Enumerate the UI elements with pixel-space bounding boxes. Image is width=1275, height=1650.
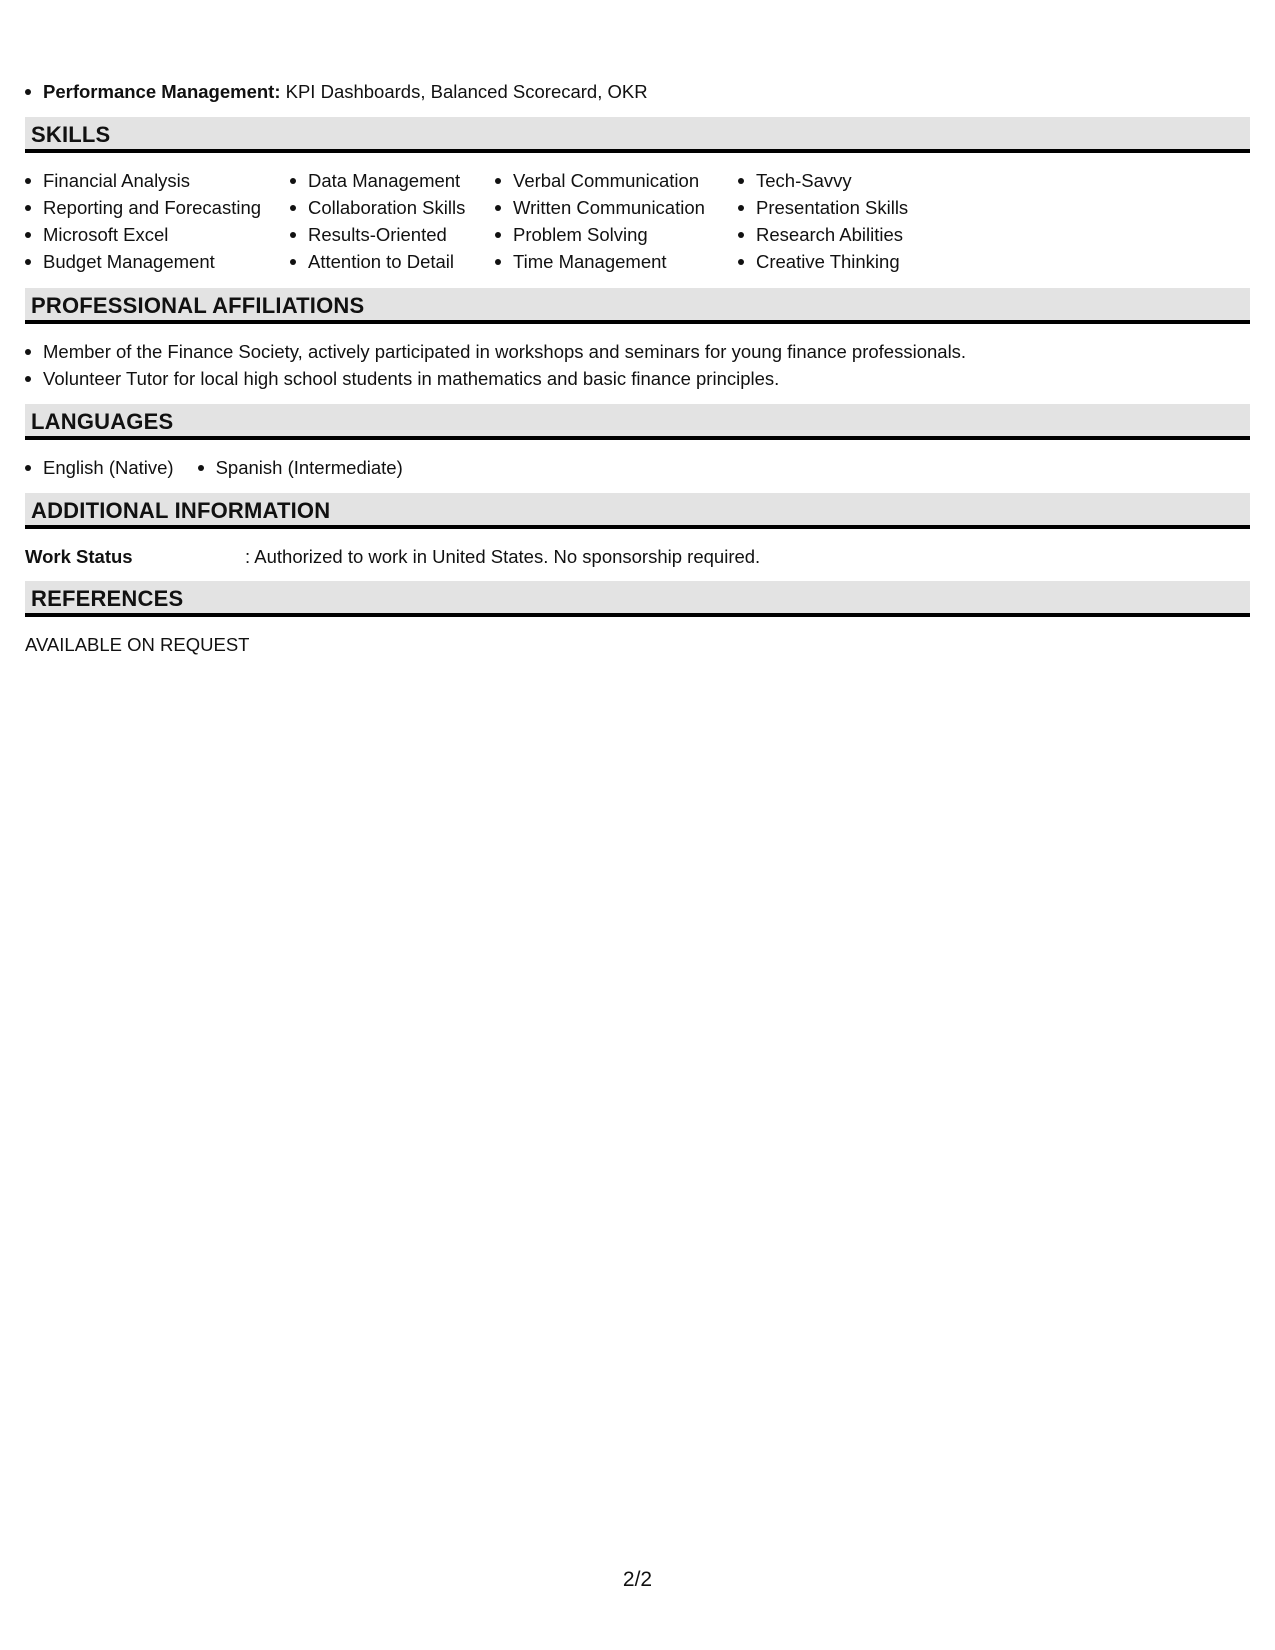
skill-item: Reporting and Forecasting — [25, 194, 261, 221]
skill-item: Results-Oriented — [290, 221, 465, 248]
language-item: English (Native) — [25, 454, 174, 481]
languages-list — [25, 454, 427, 481]
competency-list — [25, 78, 1250, 105]
skill-item: Financial Analysis — [25, 167, 261, 194]
skill-item: Written Communication — [495, 194, 705, 221]
skill-item: Verbal Communication — [495, 167, 705, 194]
skill-item: Time Management — [495, 248, 705, 275]
languages-header — [25, 404, 1250, 440]
competency-item — [25, 78, 1250, 105]
affiliations-title: PROFESSIONAL AFFILIATIONS — [31, 293, 365, 318]
skill-item: Attention to Detail — [290, 248, 465, 275]
skill-item: Research Abilities — [738, 221, 908, 248]
skill-item: Microsoft Excel — [25, 221, 261, 248]
additional-info-title: ADDITIONAL INFORMATION — [31, 498, 331, 523]
page-number: 2/2 — [622, 1568, 653, 1591]
skill-item: Budget Management — [25, 248, 261, 275]
skill-item: Data Management — [290, 167, 465, 194]
language-item: Spanish (Intermediate) — [198, 454, 403, 481]
skills-column-4 — [738, 167, 908, 275]
skill-item: Problem Solving — [495, 221, 705, 248]
affiliations-list — [25, 338, 1250, 392]
skill-item: Creative Thinking — [738, 248, 908, 275]
work-status-label: Work Status — [25, 546, 133, 567]
languages-title: LANGUAGES — [31, 409, 174, 434]
skill-item: Presentation Skills — [738, 194, 908, 221]
skill-item: Collaboration Skills — [290, 194, 465, 221]
references-title: REFERENCES — [31, 586, 184, 611]
work-status-value: : Authorized to work in United States. No sponsorship required. — [245, 546, 761, 567]
affiliation-item: Member of the Finance Society, actively participated in workshops and seminars for young finance professionals. — [25, 338, 1250, 365]
additional-info-header — [25, 493, 1250, 529]
references-text: AVAILABLE ON REQUEST — [25, 634, 250, 655]
skills-title: SKILLS — [31, 122, 111, 147]
affiliations-header — [25, 288, 1250, 324]
references-header — [25, 581, 1250, 617]
competency-label: Performance Management: — [43, 81, 281, 102]
affiliation-item: Volunteer Tutor for local high school students in mathematics and basic finance principles. — [25, 365, 1250, 392]
skills-column-3 — [495, 167, 705, 275]
skills-column-1 — [25, 167, 261, 275]
competency-value: KPI Dashboards, Balanced Scorecard, OKR — [280, 81, 648, 102]
skills-header — [25, 117, 1250, 153]
skills-column-2 — [290, 167, 465, 275]
skill-item: Tech-Savvy — [738, 167, 908, 194]
